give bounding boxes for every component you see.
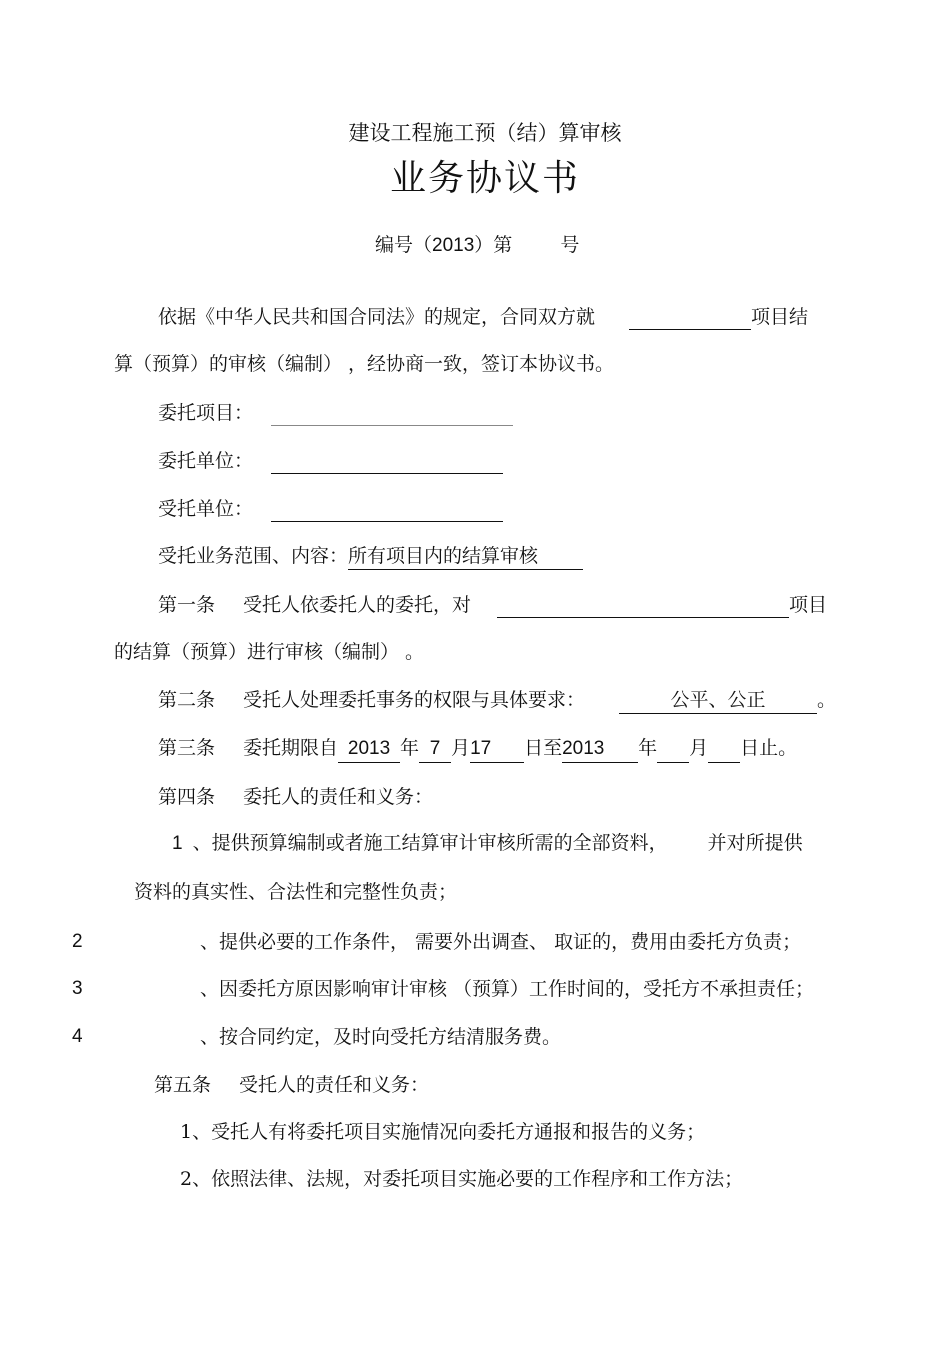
contractor-input-line[interactable] <box>271 499 503 522</box>
article-2-text: 受托人处理委托事务的权限与具体要求： <box>243 689 586 711</box>
document-number <box>375 232 579 259</box>
article-1-line-2: 的结算（预算）进行审核（编制） 。 <box>114 641 425 663</box>
number-suffix: 号 <box>560 234 580 256</box>
article-2-value: 公平、公正 <box>619 687 817 714</box>
number-prefix: 编号（ <box>375 234 433 256</box>
article-4-text: 委托人的责任和义务： <box>243 786 434 808</box>
article-3-label: 第三条 <box>158 737 216 759</box>
number-mid: ）第 <box>474 234 513 256</box>
document-title-main: 业务协议书 <box>389 158 580 199</box>
article-3-text: 委托期限自 <box>243 737 339 759</box>
field-project <box>158 400 513 426</box>
end-day-blank[interactable] <box>708 740 740 763</box>
number-year: 2013 <box>432 235 475 256</box>
article-3 <box>158 735 797 763</box>
article-4-item-3: 、因委托方原因影响审计审核 （预算）工作时间的，受托方不承担责任； <box>200 978 815 1000</box>
end-month-blank[interactable] <box>657 740 689 763</box>
item-4-num: 4 <box>72 1026 83 1047</box>
article-4-label: 第四条 <box>158 786 216 808</box>
month-char: 月 <box>451 737 471 759</box>
start-month: 7 <box>419 736 451 763</box>
document-title-line1: 建设工程施工预（结）算审核 <box>348 121 622 145</box>
project-name-blank[interactable] <box>629 307 751 330</box>
article-5-label: 第五条 <box>154 1074 212 1096</box>
article-4-item-1 <box>172 830 803 857</box>
field-contractor <box>158 496 503 522</box>
day-end: 日止。 <box>740 737 798 759</box>
field-client <box>158 448 503 474</box>
article-2 <box>158 687 836 714</box>
scope-label: 受托业务范围、内容： <box>158 545 349 567</box>
item-1-num: 1 <box>172 833 183 854</box>
intro-text-b: 项目结 <box>751 306 809 328</box>
article-5-item-2: 2、依照法律、法规，对委托项目实施必要的工作程序和工作方法； <box>180 1168 744 1190</box>
item-1-text-b: 并对所提供 <box>707 832 803 854</box>
article-4-item-2: 、提供必要的工作条件， 需要外出调查、 取证的，费用由委托方负责； <box>200 931 802 953</box>
article-5 <box>154 1072 429 1098</box>
item-1-text-a: 、提供预算编制或者施工结算审计审核所需的全部资料， <box>192 832 668 854</box>
article-5-text: 受托人的责任和义务： <box>239 1074 430 1096</box>
project-input-line[interactable] <box>271 403 513 426</box>
end-year: 2013 <box>562 736 638 763</box>
client-input-line[interactable] <box>271 451 503 474</box>
contractor-label: 受托单位： <box>158 498 254 520</box>
intro-line-1 <box>158 304 808 330</box>
intro-line-2: 算（预算）的审核（编制） ，经协商一致，签订本协议书。 <box>114 353 615 375</box>
item-3-num: 3 <box>72 978 83 999</box>
client-label: 委托单位： <box>158 450 254 472</box>
article-1-text-a: 受托人依委托人的委托，对 <box>243 594 472 616</box>
day-to: 日至 <box>524 737 563 759</box>
article-4-item-1-line-2: 资料的真实性、合法性和完整性负责； <box>134 881 458 903</box>
month-char-2: 月 <box>689 737 709 759</box>
article-1-line-1 <box>158 592 827 618</box>
field-scope <box>158 543 583 570</box>
article-1-text-b: 项目 <box>789 594 828 616</box>
article-1-project-blank[interactable] <box>497 595 789 618</box>
item-2-num: 2 <box>72 931 83 952</box>
project-label: 委托项目： <box>158 402 254 424</box>
article-1-label: 第一条 <box>158 594 216 616</box>
year-char-2: 年 <box>638 737 658 759</box>
year-char: 年 <box>400 737 420 759</box>
article-2-label: 第二条 <box>158 689 216 711</box>
scope-value: 所有项目内的结算审核 <box>348 543 583 570</box>
start-year: 2013 <box>338 736 400 763</box>
intro-text-a: 依据《中华人民共和国合同法》的规定，合同双方就 <box>158 306 596 328</box>
article-4-item-4: 、按合同约定，及时向受托方结清服务费。 <box>200 1026 562 1048</box>
article-5-item-1: 1、受托人有将委托项目实施情况向委托方通报和报告的义务； <box>180 1121 706 1143</box>
start-day: 17 <box>470 736 524 763</box>
article-4 <box>158 784 433 810</box>
article-2-end: 。 <box>817 689 837 711</box>
